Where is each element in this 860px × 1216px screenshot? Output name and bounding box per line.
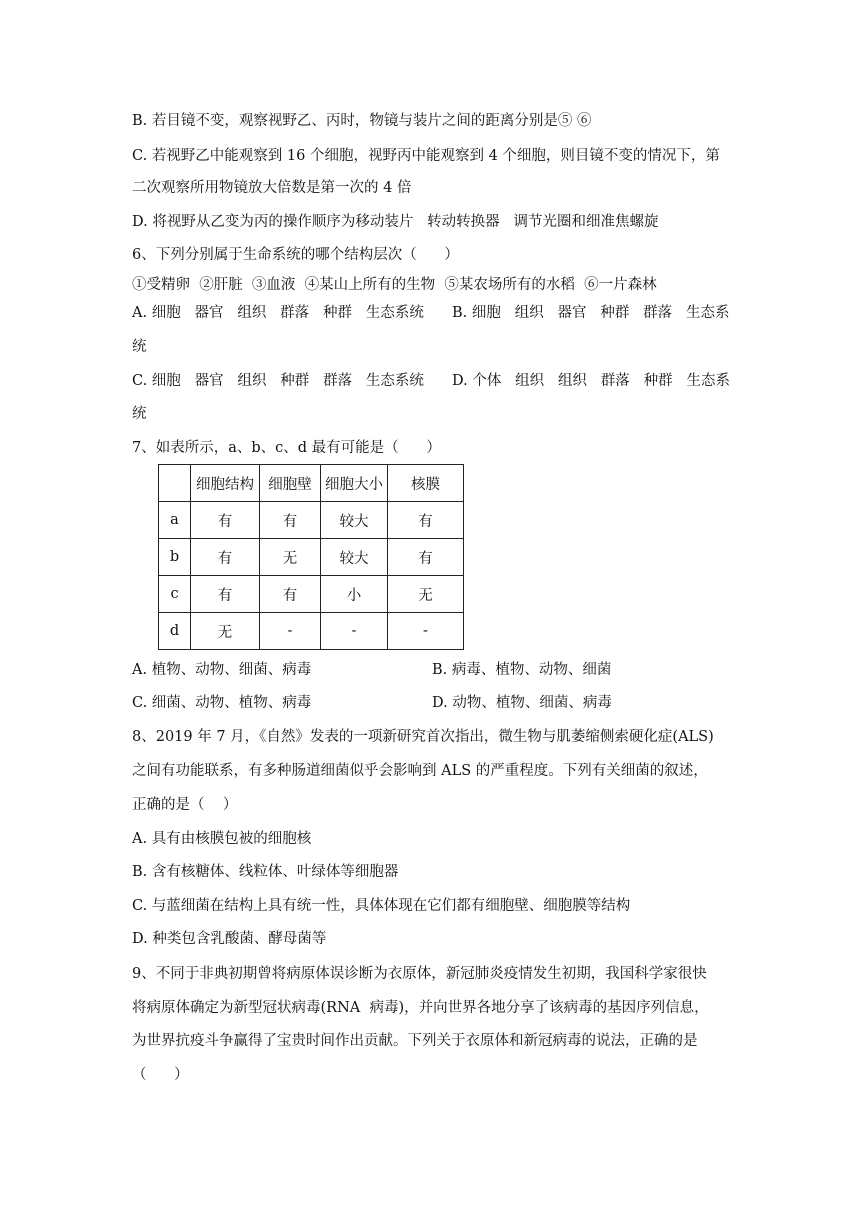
table-cell: 无: [191, 613, 260, 650]
q6-option-c: C. 细胞 器官 组织 种群 群落 生态系统: [132, 373, 424, 389]
q7-option-a: A. 植物、动物、细菌、病毒: [132, 662, 312, 678]
q6-option-a: A. 细胞 器官 组织 群落 种群 生态系统: [132, 305, 424, 321]
q7-option-d: D. 动物、植物、细菌、病毒: [432, 695, 612, 711]
table-cell: 无: [260, 539, 321, 576]
q7-option-c: C. 细菌、动物、植物、病毒: [132, 695, 312, 711]
q7-stem: 7、如表所示，a、b、c、d 最有可能是（ ）: [132, 440, 441, 456]
q7-table: [158, 464, 464, 650]
q5-option-d: D. 将视野从乙变为丙的操作顺序为移动装片 转动转换器 调节光圈和细准焦螺旋: [132, 214, 659, 230]
table-cell: b: [159, 539, 191, 576]
table-cell: 较大: [321, 502, 388, 539]
q6-option-d-part1: D. 个体 组织 组织 群落 种群 生态系: [452, 373, 730, 389]
q6-items: ①受精卵 ②肝脏 ③血液 ④某山上所有的生物 ⑤某农场所有的水稻 ⑥一片森林: [132, 277, 657, 293]
table-cell: 有: [191, 502, 260, 539]
table-header-cell: [159, 465, 191, 502]
q6-option-d-part2: 统: [132, 406, 147, 422]
table-cell: 较大: [321, 539, 388, 576]
table-row: [159, 576, 464, 613]
table-cell: 小: [321, 576, 388, 613]
table-row: [159, 539, 464, 576]
q8-option-b: B. 含有核糖体、线粒体、叶绿体等细胞器: [132, 864, 399, 880]
q7-option-b: B. 病毒、植物、动物、细菌: [432, 662, 612, 678]
table-row: [159, 502, 464, 539]
table-cell: 有: [260, 502, 321, 539]
table-header-cell: 核膜: [388, 465, 464, 502]
q8-stem-line3: 正确的是（ ）: [132, 797, 238, 813]
table-cell: c: [159, 576, 191, 613]
q8-stem-line2: 之间有功能联系，有多种肠道细菌似乎会影响到 ALS 的严重程度。下列有关细菌的叙述，: [132, 763, 708, 779]
q5-option-c-line2: 二次观察所用物镜放大倍数是第一次的 4 倍: [132, 180, 412, 196]
table-header-cell: 细胞壁: [260, 465, 321, 502]
q8-option-a: A. 具有由核膜包被的细胞核: [132, 831, 312, 847]
q9-stem-line3: 为世界抗疫斗争赢得了宝贵时间作出贡献。下列关于衣原体和新冠病毒的说法，正确的是: [132, 1033, 698, 1049]
table-cell: d: [159, 613, 191, 650]
table-cell: -: [321, 613, 388, 650]
table-row: [159, 613, 464, 650]
q6-option-b-part1: B. 细胞 组织 器官 种群 群落 生态系: [452, 305, 730, 321]
table-header-row: [159, 465, 464, 502]
q8-option-d: D. 种类包含乳酸菌、酵母菌等: [132, 931, 327, 947]
table-cell: 有: [388, 502, 464, 539]
table-cell: 有: [191, 576, 260, 613]
q5-option-b: B. 若目镜不变，观察视野乙、丙时，物镜与装片之间的距离分别是⑤ ⑥: [132, 113, 592, 129]
q6-option-b-part2: 统: [132, 339, 147, 355]
table-cell: 有: [191, 539, 260, 576]
q9-stem-line2: 将病原体确定为新型冠状病毒(RNA 病毒)，并向世界各地分享了该病毒的基因序列信息，: [132, 1000, 709, 1016]
table-header-cell: 细胞结构: [191, 465, 260, 502]
q5-option-c-line1: C. 若视野乙中能观察到 16 个细胞，视野丙中能观察到 4 个细胞，则目镜不变的情况下，第: [132, 148, 720, 164]
q8-stem-line1: 8、2019 年 7 月，《自然》发表的一项新研究首次指出，微生物与肌萎缩侧索硬化症(ALS): [132, 729, 714, 745]
table-cell: -: [260, 613, 321, 650]
table-cell: 无: [388, 576, 464, 613]
q9-stem-line4: （ ）: [132, 1067, 189, 1083]
table-cell: a: [159, 502, 191, 539]
table-header-cell: 细胞大小: [321, 465, 388, 502]
table-cell: 有: [260, 576, 321, 613]
table-cell: -: [388, 613, 464, 650]
table-cell: 有: [388, 539, 464, 576]
q9-stem-line1: 9、不同于非典初期曾将病原体误诊断为衣原体，新冠肺炎疫情发生初期，我国科学家很快: [132, 966, 707, 982]
q6-stem: 6、下列分别属于生命系统的哪个结构层次（ ）: [132, 247, 459, 263]
q8-option-c: C. 与蓝细菌在结构上具有统一性，具体体现在它们都有细胞壁、细胞膜等结构: [132, 898, 631, 914]
